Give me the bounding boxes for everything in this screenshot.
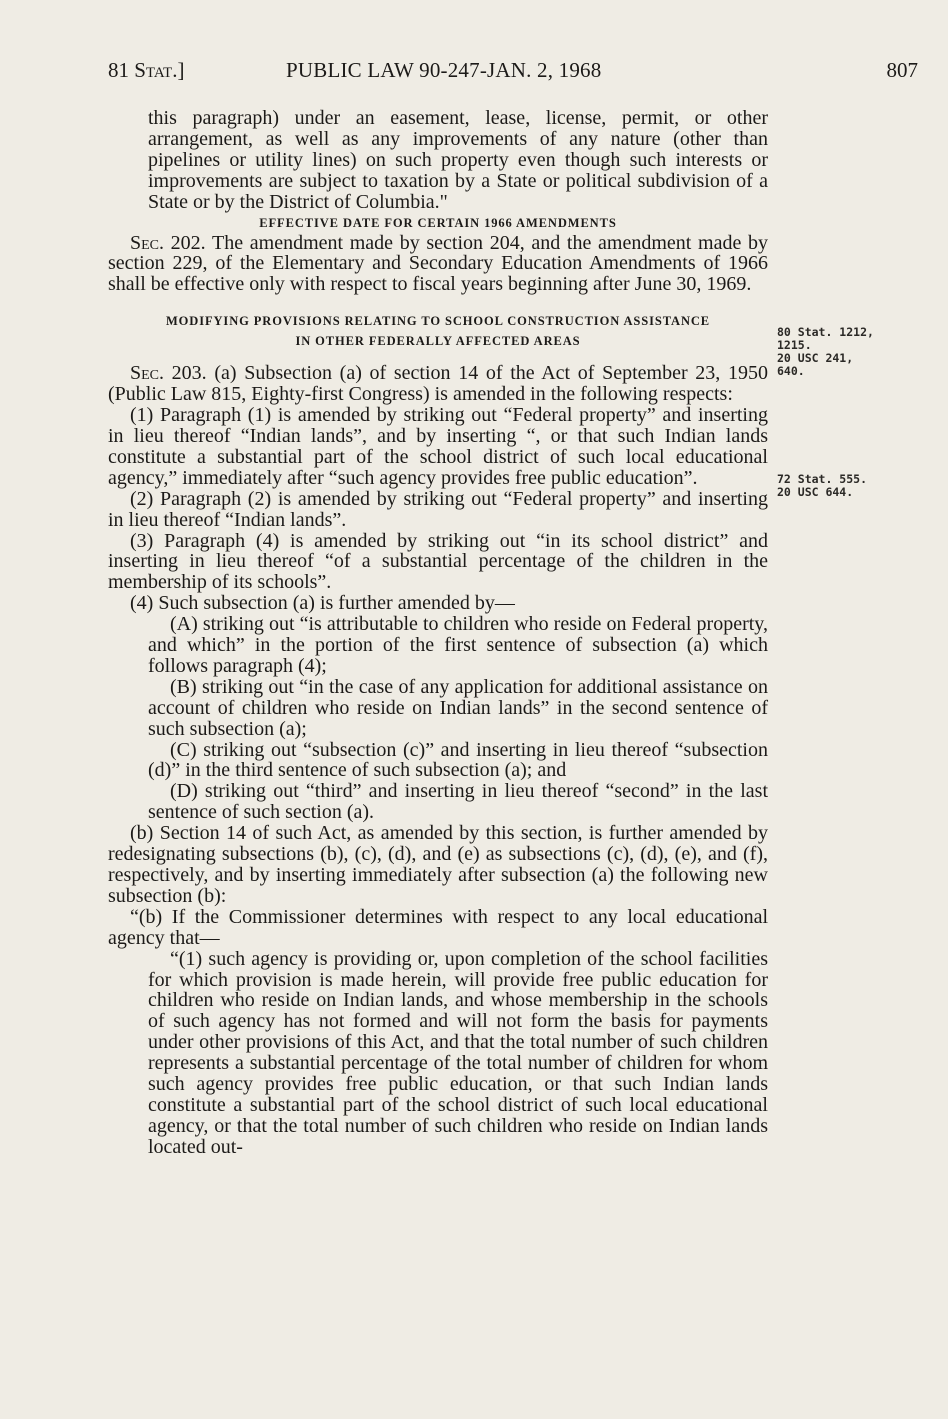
section-203-label: Sec. 203. [130, 362, 207, 385]
paragraph-item: (1) Paragraph (1) is amended by striking out “Federal property” and inserting in lieu thereof “Indian lands”, and by inserting “, or that such Indian lands constitute a substantial part of the school district of such local educational agency,” immediately after “such agency provides free public education”. [108, 404, 768, 489]
quoted-subsection-b: “(b) If the Commissioner determines with respect to any local educational agency that— [108, 905, 768, 949]
heading-line-2: IN OTHER FEDERALLY AFFECTED AREAS [295, 334, 581, 349]
heading-school-construction [108, 311, 768, 351]
section-203-intro [108, 363, 768, 405]
subsection-b: (b) Section 14 of such Act, as amended by this section, is further amended by redesignating subsections (b), (c), (d), and (e) as subsections (c), (d), (e), and (f), respectively, and by inserting immediately after subsection (a) the following new subsection (b): [108, 822, 768, 907]
section-202 [108, 233, 768, 296]
section-202-text: The amendment made by section 204, and the amendment made by section 229, of the Elementary and Secondary Education Amendments of 1966 shall be effective only with respect to fiscal years beginning after June 30, 1969. [108, 231, 768, 296]
subparagraph-item: (D) striking out “third” and inserting in lieu thereof “second” in the last sentence of such section (a). [148, 780, 768, 824]
page-number: 807 [886, 58, 918, 82]
subparagraph-item: (C) striking out “subsection (c)” and inserting in lieu thereof “subsection (d)” in the third sentence of such subsection (a); and [148, 738, 768, 782]
heading-effective-date: EFFECTIVE DATE FOR CERTAIN 1966 AMENDMENTS [259, 215, 617, 230]
continuation-paragraph: this paragraph) under an easement, lease, license, permit, or other arrangement, as well as any improvements of any nature (other than pipelines or utility lines) on such property even though such interests or improvements are subject to taxation by a State or political subdivision of a State or by the District of Columbia." [148, 107, 768, 213]
statute-volume: 81 Stat.] [108, 58, 185, 82]
paragraph-item: (3) Paragraph (4) is amended by striking out “in its school district” and inserting in lieu thereof “of a substantial percentage of the children in the membership of its schools”. [108, 529, 768, 594]
header-title: PUBLIC LAW 90-247-JAN. 2, 1968 [286, 58, 602, 82]
margin-citation-2: 72 Stat. 555. 20 USC 644. [777, 472, 868, 499]
body-text [108, 108, 768, 1158]
paragraph-item: (2) Paragraph (2) is amended by striking out “Federal property” and inserting in lieu thereof “Indian lands”. [108, 487, 768, 531]
quoted-paragraph-1: “(1) such agency is providing or, upon completion of the school facilities for which provision is made herein, will provide free public education for children who reside on Indian lands, and whose membership in the schools of such agency has not formed and will not form the basis for payments under other provisions of this Act, and that the total number of such children represents a substantial percentage of the total number of children for whom such agency provides free public education, or that such Indian lands constitute a substantial part of the school district of such local educational agency, or that the total number of such children who reside on Indian lands located out- [148, 947, 768, 1158]
paragraph-item: (4) Such subsection (a) is further amended by— [130, 592, 515, 615]
running-header [108, 58, 918, 88]
margin-citation-1: 80 Stat. 1212, 1215. 20 USC 241, 640. [777, 325, 874, 378]
subparagraph-item: (A) striking out “is attributable to children who reside on Federal property, and which” in the portion of the first sentence of subsection (a) which follows paragraph (4); [148, 613, 768, 677]
section-202-label: Sec. 202. [130, 231, 206, 254]
heading-line-1: MODIFYING PROVISIONS RELATING TO SCHOOL CONSTRUCTION ASSISTANCE [165, 314, 711, 329]
section-203-intro-text: (a) Subsection (a) of section 14 of the Act of September 23, 1950 (Public Law 815, Eighty-first Congress) is amended in the following respects: [108, 362, 768, 406]
subparagraph-item: (B) striking out “in the case of any application for additional assistance on account of children who reside on Indian lands” in the second sentence of such subsection (a); [148, 675, 768, 740]
